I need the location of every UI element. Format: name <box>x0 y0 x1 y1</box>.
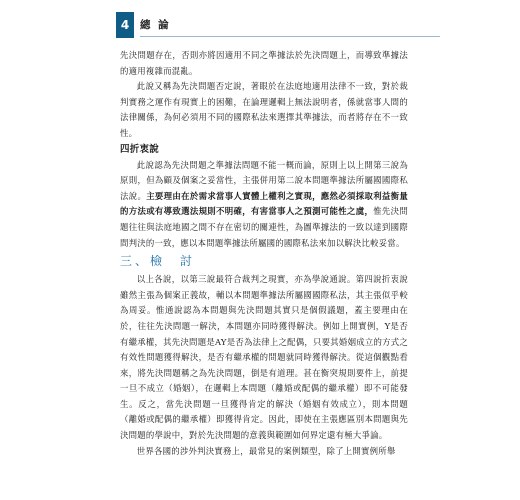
paragraph-review: 以上各說，以第三說最符合裁判之現實，亦為學說通說。第四說折衷說雖然主張為個案正義故，輔以本問題準據法所屬國國際私法，其主張似乎較為周妥。惟通說認為本問題與先決問題其實只是個假議題，蓋主要理由在於，往往先決問題一解決，本問題亦同時獲得解決。例如上開實例，Y是否有繼承權，其先決問題是AY是否為法律上之配偶，只要其婚姻成立的方式之有效性問題獲得解決，是否有繼承權的問題就同時獲得解決。從這個觀點看來，將先決問題稱之為先決問題，倒是有道理。甚在衡突規則要件上，前提一旦不成立（婚姻），在邏輯上本問題（離婚或配偶的繼承權）即不可能發生。反之，當先決問題一旦獲得肯定的解決（婚姻有效成立），則本問題（離婚或配偶的繼承權）即獲得肯定。因此，即使在主張應區別本問題與先決問題的學說中，對於先決問題的意義與範圍如何界定還有極大爭論。 <box>120 274 408 441</box>
paragraph-compromise-theory <box>120 158 408 252</box>
header-rule <box>140 36 440 37</box>
compromise-emphasis-text: 主要理由在於需求當事人實體上權利之實現，應然必須採取利益衡量的方法或有導致選法規則不明確，有害當事人之預測可能性之虞， <box>120 190 409 217</box>
paragraph-practice: 世界各國的涉外判決實務上，最常見的案例類型，除了上開實例所舉 <box>136 445 396 456</box>
section-heading-review: 三、檢 討 <box>120 254 196 269</box>
subheading-compromise-theory: 四折衷說 <box>120 143 160 155</box>
paragraph-negation-theory: 此說又稱為先決問題否定說，著眼於在法庭地適用法律不一致，對於裁判實務之運作有現實上的困難，在論理邏輯上無法說明者，係就當事人間的法律關係，為何必須用不同的國際私法來選擇其準據法，而者將存在不一致性。 <box>120 81 408 138</box>
compromise-lead-text: 此說認為先決問題之準據法問題不能一概而論，原則上以上開第三說為原則，但為顧及個案之妥當性，主張併用第二說本問題準據法所屬國國際私法說。 <box>120 159 408 201</box>
body-text <box>120 48 408 459</box>
compromise-tail-text: 惟先決問題往往與法庭地國之間不存在密切的關連性，為圖準據法的一致以達到國際間判決的一致，應以本問題準據法所屬國的國際私法來加以解決比較妥當。 <box>120 206 409 248</box>
chapter-number-tab <box>116 12 134 38</box>
paragraph-continuation: 先決問題存在，否則亦將因適用不同之準據法於先決問題上，而導致準據法的適用複雜而混亂。 <box>120 50 408 76</box>
chapter-number: 4 <box>120 18 130 32</box>
running-head: 總 論 <box>140 19 171 31</box>
